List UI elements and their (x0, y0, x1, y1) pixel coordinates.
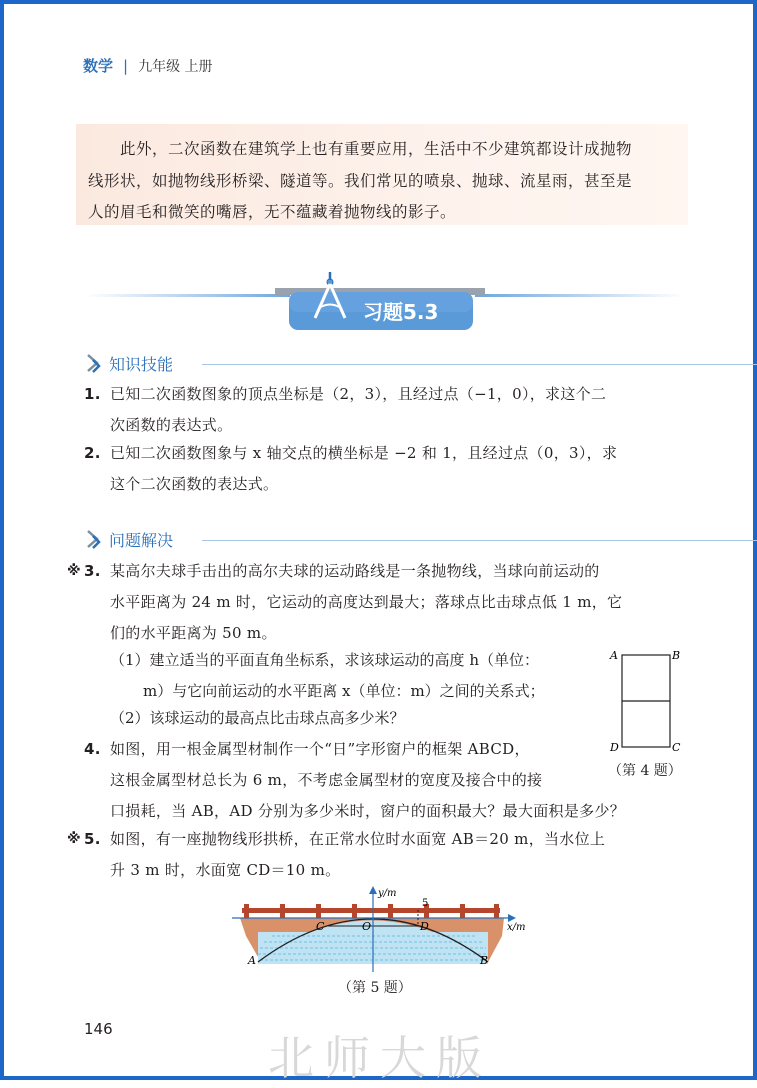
question-line: 口损耗，当 AB，AD 分别为多少米时，窗户的面积最大？最大面积是多少？ (110, 802, 626, 820)
fig5-label-b: B (480, 954, 489, 967)
question-number: 2. (84, 444, 101, 462)
question-line: 这根金属型材总长为 6 m，不考虑金属型材的宽度及接合中的接 (110, 771, 543, 789)
exercise-title: 习题5.3 (363, 300, 439, 324)
q3-sub-2: （2）该球运动的最高点比击球点高多少米？ (110, 709, 405, 727)
page-number: 146 (84, 1020, 113, 1038)
question-line: 如图，有一座抛物线形拱桥，在正常水位时水面宽 AB＝20 m，当水位上 (110, 830, 606, 848)
question-number: 4. (84, 740, 101, 758)
section-problems-title: 问题解决 (109, 531, 174, 550)
question-line: 升 3 m 时，水面宽 CD＝10 m。 (110, 861, 341, 879)
fig4-label-d: D (610, 741, 619, 754)
fig4-label-b: B (672, 649, 681, 662)
fig5-label-5: 5 (422, 898, 429, 909)
question-1 (84, 379, 684, 441)
chevron-right-icon (84, 528, 106, 552)
section-rule (202, 540, 757, 541)
question-line: 已知二次函数图象与 x 轴交点的横坐标是 −2 和 1，且经过点（0，3），求 (110, 444, 618, 462)
question-3 (67, 556, 684, 649)
question-number: 1. (84, 385, 101, 403)
note-line-2: 线形状，如抛物线形桥梁、隧道等。我们常见的喷泉、抛球、流星雨，甚至是 (88, 171, 633, 190)
q3-sub-1a: （1）建立适当的平面直角坐标系，求该球运动的高度 h（单位： (110, 651, 539, 669)
question-line: 某高尔夫球手击出的高尔夫球的运动路线是一条抛物线，当球向前运动的 (110, 562, 600, 580)
question-line: 次函数的表达式。 (110, 416, 233, 434)
figure-4-window (608, 645, 688, 760)
fig4-label-a: A (610, 649, 618, 662)
question-number: 5. (84, 830, 101, 848)
watermark: 北师大版 (268, 1031, 492, 1085)
fig5-y-label: y/m (378, 888, 397, 899)
challenge-mark: ※ (67, 563, 81, 579)
figure-4-caption: （第 4 题） (608, 763, 682, 779)
question-line: 这个二次函数的表达式。 (110, 475, 279, 493)
header-subject: 数学 (83, 57, 114, 75)
fig5-label-a: A (248, 954, 256, 967)
question-line: 水平距离为 24 m 时，它运动的高度达到最大；落球点比击球点低 1 m，它 (110, 593, 623, 611)
fig5-label-c: C (316, 920, 325, 933)
question-5 (67, 824, 684, 886)
exercise-banner (85, 268, 685, 332)
fig5-label-o: O (362, 920, 372, 933)
q3-sub-1b: m）与它向前运动的水平距离 x（单位：m）之间的关系式； (143, 682, 545, 700)
section-rule (202, 364, 757, 365)
note-line-3: 人的眉毛和微笑的嘴唇，无不蕴藏着抛物线的影子。 (88, 203, 457, 221)
fig4-label-c: C (672, 741, 681, 754)
fig5-label-d: D (420, 920, 429, 933)
chevron-right-icon (84, 352, 106, 376)
question-line: 们的水平距离为 50 m。 (110, 624, 277, 642)
figure-5-caption: （第 5 题） (338, 980, 412, 996)
header-grade: 九年级 上册 (138, 59, 213, 75)
question-number: 3. (84, 562, 101, 580)
question-line: 如图，用一根金属型材制作一个“日”字形窗户的框架 ABCD， (110, 740, 530, 758)
section-skills-title: 知识技能 (109, 355, 174, 374)
running-header (83, 55, 213, 76)
reading-note-box (76, 124, 688, 225)
figure-5-bridge (232, 884, 532, 976)
challenge-mark: ※ (67, 831, 81, 847)
header-separator: | (123, 57, 129, 75)
fig5-x-label: x/m (507, 922, 526, 933)
question-4 (84, 734, 626, 827)
question-line: 已知二次函数图象的顶点坐标是（2，3），且经过点（−1，0），求这个二 (110, 385, 607, 403)
note-line-1: 此外，二次函数在建筑学上也有重要应用，生活中不少建筑都设计成抛物 (120, 140, 633, 158)
question-2 (84, 438, 684, 500)
